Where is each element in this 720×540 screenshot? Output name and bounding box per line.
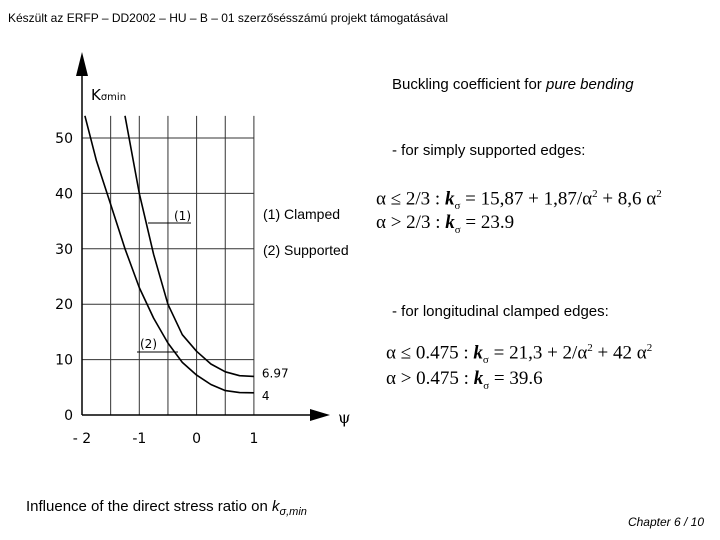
y-tick-label: 0 — [64, 408, 73, 424]
x-tick-label: 0 — [192, 431, 202, 447]
title-emphasis: pure bending — [545, 76, 634, 93]
y-tick-label: 30 — [55, 241, 73, 258]
clamped-label: - for longitudinal clamped edges: — [392, 303, 609, 320]
x-tick-label: - 2 — [72, 431, 92, 447]
formula-simply-2: α > 2/3 : $k_\sigma = 23.9$ — [376, 212, 515, 236]
legend-entry: (2) Supported — [263, 242, 349, 258]
series-2-tag: (2) — [140, 337, 157, 351]
formula-clamped-1: α ≤ 0.475 : $k_\sigma = 21,3 + 2/\alpha^2 + 42$ $\alpha^2$ — [386, 342, 653, 367]
y-tick-label: 40 — [55, 186, 73, 203]
x-tick-label: 1 — [249, 431, 259, 447]
x-axis-arrow — [310, 409, 330, 421]
y-tick-label: 20 — [55, 297, 73, 314]
series-1-tag: (1) — [174, 209, 191, 223]
series-end-label: 4 — [261, 388, 270, 403]
formula-simply-1: α ≤ 2/3 : $k_\sigma = 15,87 + 1,87/\alpha^2 + 8,6$ $\alpha^2$ — [376, 188, 662, 213]
x-tick-label: -1 — [132, 431, 147, 447]
legend-entry: (1) Clamped — [263, 206, 341, 222]
page-number: Chapter 6 / 10 — [627, 515, 704, 529]
header-text: Készült az ERFP – DD2002 – HU – B – 01 szerzősésszámú projekt támogatásával — [8, 11, 448, 25]
x-axis-label: ψ — [338, 408, 351, 427]
section-title — [392, 76, 634, 93]
title-text: Buckling coefficient for — [392, 76, 546, 93]
y-tick-label: 10 — [55, 352, 73, 369]
y-axis-label: Kσmin — [91, 86, 127, 104]
simply-supported-label: - for simply supported edges: — [392, 142, 586, 159]
formula-clamped-2: α > 0.475 : $k_\sigma = 39.6$ — [386, 368, 543, 392]
buckling-chart — [0, 0, 370, 460]
y-tick-label: 50 — [55, 131, 73, 147]
y-axis-arrow — [76, 52, 88, 76]
figure-caption: Influence of the direct stress ratio on $k_{\sigma,min}$ — [26, 498, 307, 518]
series-end-label: 6.97 — [261, 366, 289, 381]
